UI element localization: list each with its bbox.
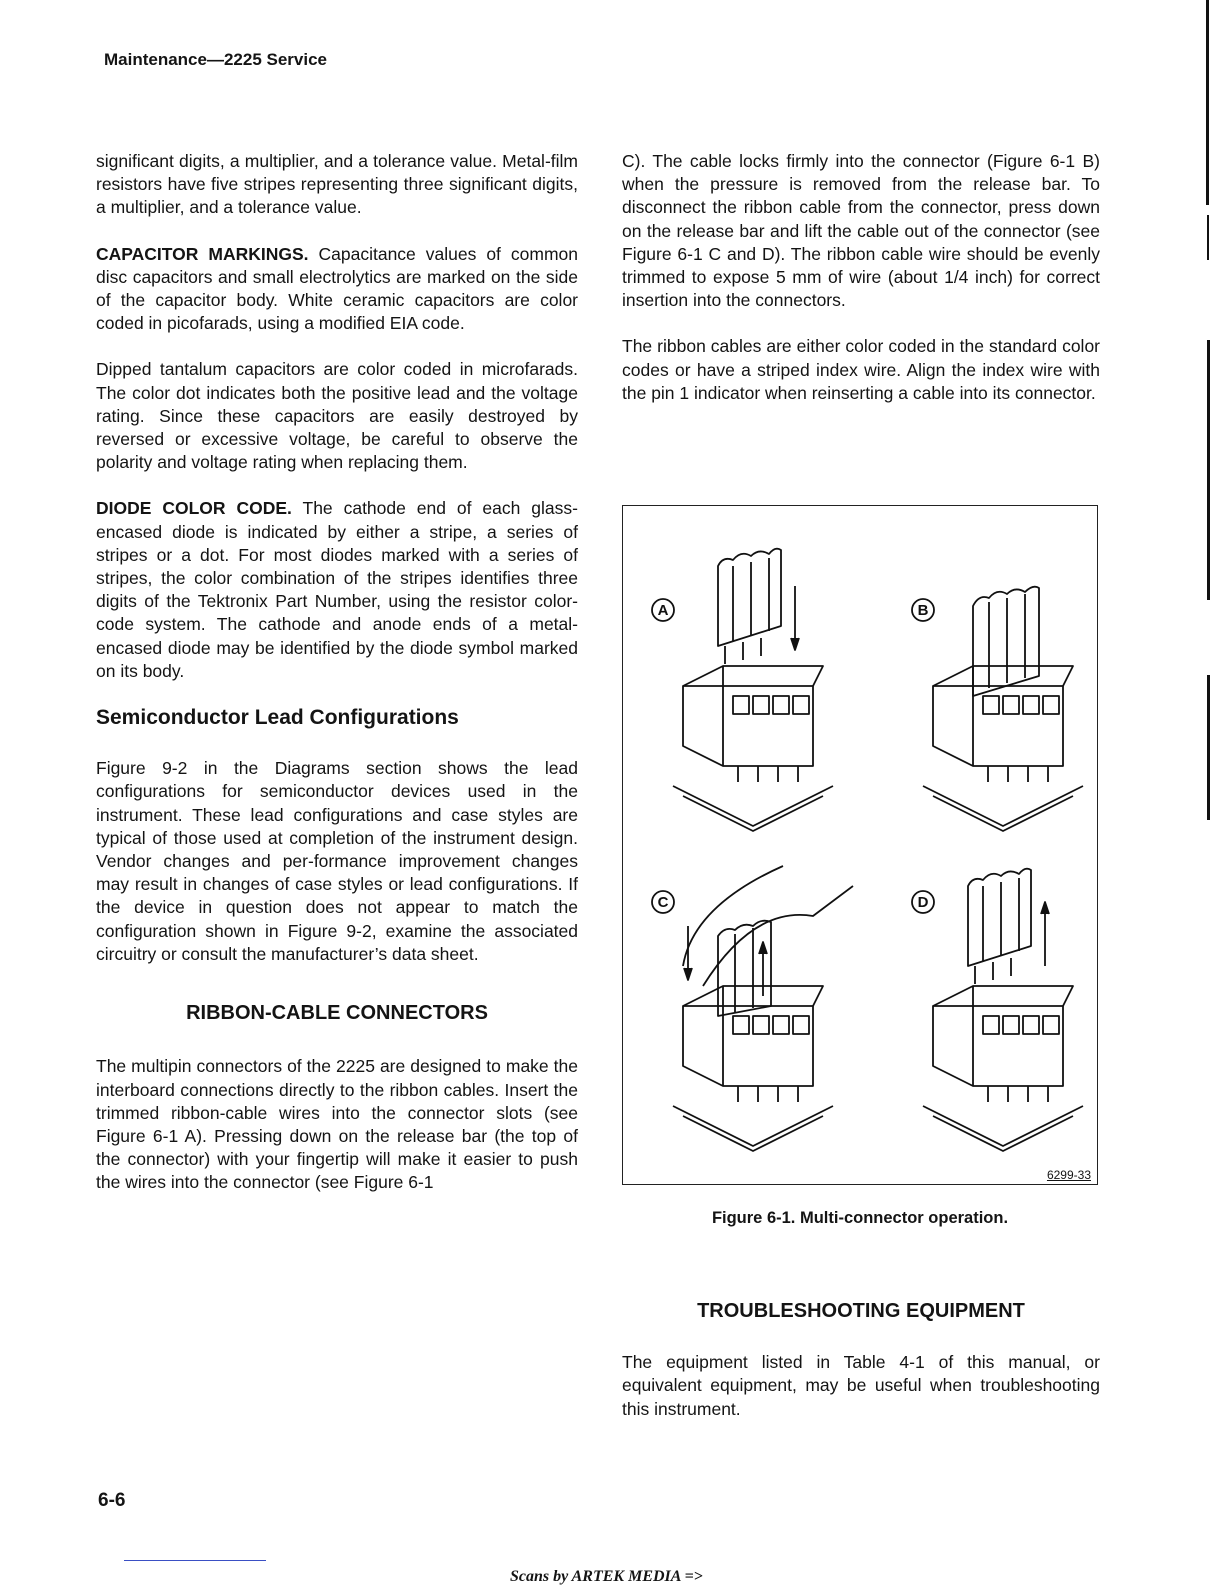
capacitor-markings-paragraph — [96, 243, 578, 336]
scan-credit: Scans by ARTEK MEDIA => — [510, 1568, 703, 1585]
page-number: 6-6 — [98, 1490, 126, 1511]
label-d: D — [917, 894, 929, 911]
scan-edge-mark — [1207, 675, 1210, 820]
resistor-paragraph: significant digits, a multiplier, and a tolerance value. Metal-film resistors have five stripes representing three significant digits, a multiplier, and a tolerance value. — [96, 151, 578, 218]
capacitor-markings-lead: CAPACITOR MARKINGS. — [96, 243, 309, 264]
diode-color-code-body: The cathode end of each glass-encased diode is indicated by either a stripe, a series of stripes or a dot. For most diodes marked with a series of stripes, the color combination of the stripes identifies three digits of the Tektronix Part Number, using the resistor color-code system. The cathode and anode ends of a metal-encased diode may be identified by the diode symbol marked on its body. — [96, 498, 578, 681]
ribbon-cable-heading: RIBBON-CABLE CONNECTORS — [186, 1002, 488, 1025]
label-a: A — [657, 602, 669, 619]
troubleshooting-section — [622, 1300, 1100, 1444]
running-head: Maintenance—2225 Service — [104, 50, 328, 69]
panel-a-drawing — [673, 549, 833, 831]
panel-c-drawing — [673, 866, 853, 1151]
scan-underline — [124, 1560, 266, 1561]
semiconductor-paragraph: Figure 9-2 in the Diagrams section shows the lead configurations for semiconductor devices used in the instrument. These lead configurations and case styles are typical of those used at completion of the instrument design. Vendor changes and per-formance improvement changes may result in changes of case styles or lead configurations. If the device in question does not appear to match the configuration shown in Figure 9-2, examine the associated circuitry or consult the manufacturer’s data sheet. — [96, 758, 578, 964]
ribbon-continued-paragraph: C). The cable locks firmly into the connector (Figure 6-1 B) when the pressure is removed from the release bar. To disconnect the ribbon cable from the connector, press down on the release bar and lift the cable out of the connector (see Figure 6-1 C and D). The ribbon cable wire should be evenly trimmed to expose 5 mm of wire (about 1/4 inch) for correct insertion into the connectors. — [622, 151, 1100, 311]
tantalum-paragraph: Dipped tantalum capacitors are color coded in microfarads. The color dot indicates both the positive lead and the voltage rating. Since these capacitors are easily destroyed by reversed or excessive voltage, be careful to observe the polarity and voltage rating when replacing them. — [96, 359, 578, 473]
diode-color-code-lead: DIODE COLOR CODE. — [96, 498, 292, 519]
troubleshooting-paragraph: The equipment listed in Table 4-1 of this manual, or equivalent equipment, may be useful when troubleshooting this instrument. — [622, 1352, 1100, 1419]
label-b: B — [917, 602, 929, 619]
scan-edge-mark — [1207, 340, 1210, 600]
scan-edge-mark — [1207, 215, 1209, 260]
right-column — [622, 150, 1100, 428]
connector-illustration — [623, 506, 1099, 1186]
ribbon-index-paragraph: The ribbon cables are either color coded in the standard color codes or have a striped index wire. Align the index wire with the pin 1 indicator when reinserting a cable into its connector. — [622, 336, 1100, 403]
label-c: C — [657, 894, 669, 911]
scan-edge-mark — [1206, 0, 1209, 205]
panel-b-drawing — [923, 587, 1083, 831]
figure-caption: Figure 6-1. Multi-connector operation. — [711, 1209, 1009, 1227]
panel-d-drawing — [923, 869, 1083, 1151]
capacitor-markings-body: Capacitance values of common disc capacitors and small electrolytics are marked on the side of the capacitor body. White ceramic capacitors are color coded in picofarads, using a modified EIA code. — [96, 243, 578, 334]
semiconductor-heading: Semiconductor Lead Configurations — [96, 706, 459, 730]
diode-color-code-paragraph — [96, 497, 578, 683]
figure-6-1 — [622, 505, 1098, 1185]
ribbon-cable-paragraph: The multipin connectors of the 2225 are designed to make the interboard connections directly to the ribbon cables. Insert the trimmed ribbon-cable wires into the connector slots (see Figure 6-1 A). Pressing down on the release bar (the top of the connector) with your fingertip will make it easier to push the wires into the connector (see Figure 6-1 — [96, 1056, 578, 1193]
figure-id: 6299-33 — [1046, 1168, 1091, 1182]
troubleshooting-heading: TROUBLESHOOTING EQUIPMENT — [697, 1300, 1025, 1322]
left-column — [96, 150, 578, 1218]
